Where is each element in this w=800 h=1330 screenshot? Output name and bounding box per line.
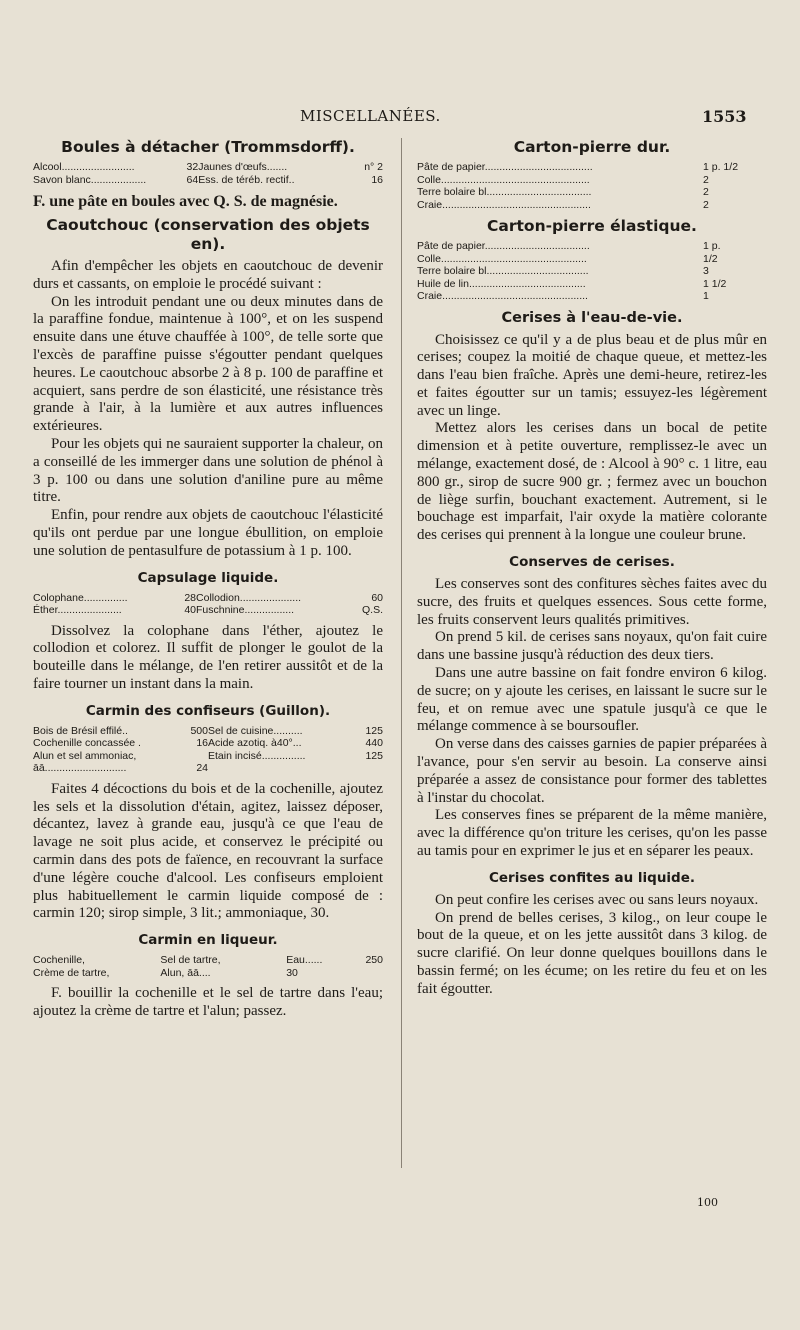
ingredients-carton-dur [417,161,767,211]
ingredient-name: Terre bolaire bl.................................... [417,186,592,198]
section-title-carton-elastique: Carton-pierre élastique. [487,217,697,235]
right-column [417,134,767,999]
ingredient-amount: 2 [703,173,709,186]
ingredient-name: Cochenille concassée . [33,737,141,750]
ingredient-amount: 16 [196,737,208,750]
ingredient-name: Terre bolaire bl................................... [417,265,589,277]
paragraph: On prend de belles cerises, 3 kilog., on leur coupe le bout de la queue, et on les jette aussitôt dans 3 kilog. de sucre clarifié. On leur donne quelques bouillons dans le bassin fermé; on les écume; on les retire du feu et on les fait égoutter. [417,909,767,997]
paragraph: On peut confire les cerises avec ou sans leurs noyaux. [435,891,759,908]
ingredient-name: Collodion..................... [196,591,302,604]
paragraph: Choisissez ce qu'il y a de plus beau et de plus mûr en cerises; coupez la moitié de chaque queue, et mettez-les dans l'eau bien fraîche. Après une demi-heure, retirez-les et faites égoutter sur un tamis; essuyez-les légèrement avec un linge. [417,331,767,419]
section-title-boules: Boules à détacher (Trommsdorff). [61,138,355,156]
ingredients-boules [33,161,383,186]
signature-number: 100 [697,1196,718,1209]
ingredient-amount: 28 [184,591,197,604]
table-row [33,725,383,738]
ingredient-name: Jaunes d'œufs....... [198,161,288,173]
ingredients-carmin-confiseurs [33,725,383,775]
table-row [417,278,767,291]
ingredient-name: Pâte de papier.................................... [417,240,590,252]
ingredient-amount: 60 [371,591,383,604]
ingredients-carmin-liqueur [33,954,383,979]
ingredient-name: Sel de tartre, [160,954,221,967]
ingredient-name: Colophane............... [33,591,128,604]
ingredient-name: Pâte de papier..................................... [417,161,593,173]
ingredient-amount: 1 [703,290,709,302]
ingredient-amount: 2 [703,186,709,198]
running-title: MISCELLANÉES. [300,107,441,125]
ingredient-amount: 16 [371,173,383,186]
ingredient-name: āā............................ [33,762,127,775]
table-row [417,265,767,278]
paragraph: Faites 4 décoctions du bois et de la cochenille, ajoutez les sels et la dissolution d'étain, agitez, laissez déposer, décantez, lavez à grande eau, jusqu'à ce que l'eau de lavage ne soit plus acide, et conservez le précipité ou carmin dans des pots de faïence, en recouvrant la surface d'une légère couche d'alcool. Les confiseurs emploient plus habituellement le carmin liquide composé de : carmin 120; sirop simple, 3 lit.; ammoniaque, 30. [33,780,383,922]
section-title-carmin-confiseurs: Carmin des confiseurs (Guillon). [85,702,331,719]
ingredient-name: Craie................................................... [417,198,591,211]
paragraph: Dissolvez la colophane dans l'éther, ajoutez le collodion et colorez. Il suffit de plonger le goulot de la bouteille dans le mélange, de l'en retirer aussitôt et de la faire tourner un instant dans la main. [33,622,383,692]
ingredient-name: Fuschnine................. [196,604,295,617]
paragraph: Pour les objets qui ne sauraient supporter la chaleur, on a conseillé de les immerger dans une solution de phénol à 3 p. 100 ou dans une solution d'aniline pure au même titre. [33,435,383,506]
ingredient-name: Etain incisé............... [208,749,306,762]
ingredient-amount: 1 p. 1/2 [703,161,739,173]
table-row [417,290,767,303]
table-row [417,174,767,187]
ingredient-amount: 24 [196,762,208,775]
table-row [417,253,767,266]
ingredient-name: Craie.................................................. [417,290,588,302]
table-row [33,737,383,750]
section-title-cerises-confites: Cerises confites au liquide. [488,869,696,886]
paragraph: Afin d'empêcher les objets en caoutchouc de devenir durs et cassants, on emploie le procédé suivant : [33,258,383,292]
table-row [33,174,383,187]
page-header [0,107,800,131]
left-column [33,134,383,1021]
page-number: 1553 [702,107,747,126]
ingredient-amount [365,967,383,980]
ingredient-amount [341,762,383,775]
ingredient-amount: 125 [365,749,383,762]
ingredient-name: Alun, āā.... [160,966,211,979]
ingredient-name: Colle.................................................. [417,252,587,265]
ingredient-amount: 2 [703,198,709,211]
section-title-caoutchouc: Caoutchouc (conservation des objets en). [46,216,370,253]
ingredient-name: Cochenille, [33,954,85,967]
ingredient-name [208,762,341,775]
ingredient-amount: 40 [184,604,197,617]
column-divider [401,138,402,1168]
paragraph: Les conserves fines se préparent de la même manière, avec la différence qu'on triture les cerises, qu'on les passe au tamis pour en exprimer le jus et en séparer les peaux. [417,807,767,860]
table-row [33,954,383,967]
table-row [33,604,383,617]
ingredient-amount: n° 2 [364,161,383,173]
section-title-carton-dur: Carton-pierre dur. [513,138,671,156]
table-row [33,762,383,775]
ingredient-name: Savon blanc................... [33,173,147,186]
formula-boules: F. une pâte en boules avec Q. S. de magnésie. [33,193,338,210]
ingredient-amount: 1 p. [703,240,721,252]
ingredient-name: Sel de cuisine.......... [208,724,303,737]
table-row [417,161,767,174]
ingredient-amount: 30 [286,966,298,979]
ingredient-amount: 125 [365,724,383,737]
paragraph: F. bouillir la cochenille et le sel de tartre dans l'eau; ajoutez la crème de tartre et l'alun; passez. [33,985,383,1019]
section-title-conserves: Conserves de cerises. [509,554,675,571]
ingredient-amount: 3 [703,265,709,277]
ingredient-name: Eau...... [286,954,323,967]
table-row [33,750,383,763]
ingredient-amount: Q.S. [361,604,383,617]
section-title-capsulage: Capsulage liquide. [137,569,279,586]
section-title-cerises-eau-de-vie: Cerises à l'eau-de-vie. [501,309,683,326]
ingredient-amount: 64 [186,173,199,186]
ingredient-name: Alun et sel ammoniac, [33,749,137,762]
ingredients-capsulage [33,592,383,617]
paragraph: Enfin, pour rendre aux objets de caoutchouc l'élasticité qu'ils ont perdue par une longue ébullition, on emploie une solution de pentasulfure de potassium à 1 p. 100. [33,507,383,559]
ingredient-amount: 500 [190,724,208,737]
paragraph: Mettez alors les cerises dans un bocal de petite dimension et à petite ouverture, remplissez-le avec un mélange, exactement dosé, de : Alcool à 90° c. 1 litre, eau 800 gr., sirop de sucre 900 gr. ; fermez avec un bouchon de liège surfin, bouchant exactement. Autrement, si le bouchage est imparfait, l'air oxyde la matière colorante des cerises qui prennent à la longue une couleur brune. [417,420,767,544]
ingredient-name: Colle................................................... [417,173,590,186]
paragraph: On verse dans des caisses garnies de papier préparées à l'avance, pour s'en servir au besoin. La conserve ainsi préparée a assez de consistance pour former des tablettes à l'instar du chocolat. [417,736,767,806]
table-row [417,186,767,199]
ingredient-amount: 1/2 [703,252,718,265]
ingredients-carton-elastique [417,240,767,303]
ingredient-amount: 250 [365,954,383,967]
table-row [33,967,383,980]
ingredient-name: Ess. de téréb. rectif.. [198,173,295,186]
ingredient-name: Huile de lin........................................ [417,277,586,290]
ingredient-name: Alcool......................... [33,161,135,173]
section-title-carmin-liqueur: Carmin en liqueur. [138,932,278,949]
ingredient-amount: 1 1/2 [703,277,727,290]
table-row [33,592,383,605]
ingredient-amount: 440 [365,737,383,750]
ingredient-name: Éther...................... [33,604,122,617]
table-row [417,199,767,212]
ingredient-name: Bois de Brésil effilé.. [33,724,128,737]
paragraph: On les introduit pendant une ou deux minutes dans de la paraffine fondue, maintenue à 100°, et on les suspend ensuite dans une étuve chauffée à 100°, de telle sorte que l'excès de paraffine puisse s'égoutter pendant quelques heures. Le caoutchouc absorbe 2 à 8 p. 100 de paraffine et acquiert, sans perdre de son élasticité, une résistance très grande à l'air, à la lumière et aux autres influences extérieures. [33,293,383,435]
paragraph: On prend 5 kil. de cerises sans noyaux, qu'on fait cuire dans une bassine jusqu'à réduction des deux tiers. [417,629,767,664]
paragraph: Les conserves sont des confitures sèches faites avec du sucre, des fruits et quelques essences. Sous cette forme, les fruits conservent leurs qualités primitives. [417,576,767,628]
ingredient-amount [166,750,208,763]
ingredient-name: Acide azotiq. à40°... [208,737,302,750]
ingredient-amount: 32 [186,161,199,173]
table-row [33,161,383,174]
paragraph: Dans une autre bassine on fait fondre environ 6 kilog. de sucre; on y ajoute les cerises, en laissant le sucre sur le feu, et on remue avec une spatule jusqu'à ce que le mélange commence à se boursoufler. [417,665,767,735]
ingredient-name: Crème de tartre, [33,966,110,979]
table-row [417,240,767,253]
